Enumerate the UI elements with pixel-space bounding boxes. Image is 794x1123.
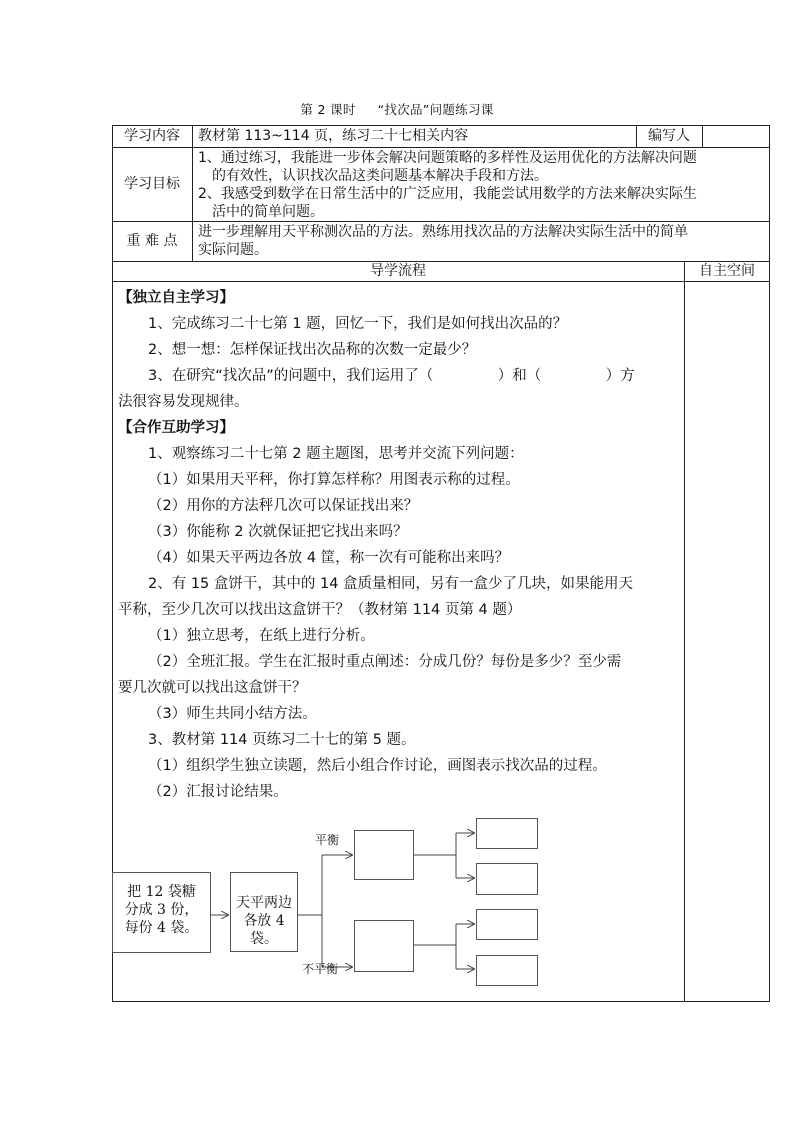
weigh-box-line: 天平两边 [236,895,292,911]
answer-box-balanced[interactable] [354,830,414,880]
col-divider [684,261,685,1002]
key-text [198,223,766,259]
sub-question: （3）师生共同小结方法。 [148,706,317,722]
key-line: 进一步理解用天平称测次品的方法。熟练用找次品的方法解决实际生活中的简单 [198,224,688,240]
key-label: 重 难 点 [126,233,178,249]
content-value: 教材第 113~114 页，练习二十七相关内容 [198,128,469,144]
sub-question: 要几次就可以找出这盒饼干？ [118,680,307,696]
question: 3、教材第 114 页练习二十七的第 5 题。 [148,732,416,748]
row-divider [112,147,770,148]
answer-box[interactable] [476,818,538,849]
section-heading: 【合作互助学习】 [118,420,234,436]
answer-box[interactable] [476,955,538,986]
question: 2、想一想：怎样保证找出次品称的次数一定最少？ [148,342,477,358]
lesson-topic: “找次品”问题练习课 [377,102,494,117]
goal-line: 活中的简单问题。 [212,204,324,220]
answer-box[interactable] [476,909,538,940]
start-box-line: 每份 4 袋。 [124,920,199,936]
start-box [112,872,211,953]
sub-question: （1）如果用天平秤，你打算怎样称？用图表示称的过程。 [148,472,520,488]
question: 1、观察练习二十七第 2 题主题图，思考并交流下列问题： [148,446,524,462]
goal-line: 1、通过练习，我能进一步体会解决问题策略的多样性及运用优化的方法解决问题 [198,150,697,166]
answer-box[interactable] [476,863,538,895]
weigh-box-line: 各放 4 袋。 [243,913,285,947]
question: 法很容易发现规律。 [118,394,249,410]
answer-box-unbalanced[interactable] [354,920,414,972]
unbalanced-label: 不平衡 [302,962,339,976]
question: 2、有 15 盒饼干，其中的 14 盒质量相同，另有一盒少了几块，如果能用天 [148,576,634,592]
space-header: 自主空间 [699,263,755,279]
page-title [0,100,794,118]
question: 平称，至少几次可以找出这盒饼干？（教材第 114 页第 4 题） [118,602,522,618]
sub-question: （2）全班汇报。学生在汇报时重点阐述：分成几份？每份是多少？至少需 [148,654,622,670]
goal-line: 2、我感受到数学在日常生活中的广泛应用，我能尝试用数学的方法来解决实际生 [198,186,697,202]
flow-header: 导学流程 [370,263,426,279]
weigh-box [230,872,298,952]
sub-question: （4）如果天平两边各放 4 筐，称一次有可能称出来吗？ [148,550,510,566]
col-divider [192,125,193,261]
content-label: 学习内容 [124,128,180,144]
flow-content [118,289,678,809]
goal-label: 学习目标 [124,176,180,192]
question: 3、在研究“找次品”的问题中，我们运用了（ ）和（ ）方 [148,368,635,384]
key-line: 实际问题。 [198,242,268,258]
goal-line: 的有效性，认识找次品这类问题基本解决手段和方法。 [212,168,548,184]
row-divider [112,221,770,222]
sub-question: （2）汇报讨论结果。 [148,784,288,800]
weighing-diagram [112,827,684,1002]
sub-question: （1）独立思考，在纸上进行分析。 [148,628,375,644]
start-box-line: 把 12 袋糖 [127,884,196,900]
start-box-line: 分成 3 份， [124,902,199,918]
author-label: 编写人 [648,128,690,144]
sub-question: （2）用你的方法秤几次可以保证找出来？ [148,498,419,514]
sub-question: （1）组织学生独立读题，然后小组合作讨论，画图表示找次品的过程。 [148,758,607,774]
col-divider [702,125,703,147]
sub-question: （3）你能称 2 次就保证把它找出来吗？ [148,524,408,540]
section-heading: 【独立自主学习】 [118,290,234,306]
question: 1、完成练习二十七第 1 题，回忆一下，我们是如何找出次品的？ [148,316,568,332]
balanced-label: 平衡 [315,833,340,847]
row-divider [112,281,770,282]
lesson-number: 第 2 课时 [300,102,356,117]
goal-text [198,149,766,221]
